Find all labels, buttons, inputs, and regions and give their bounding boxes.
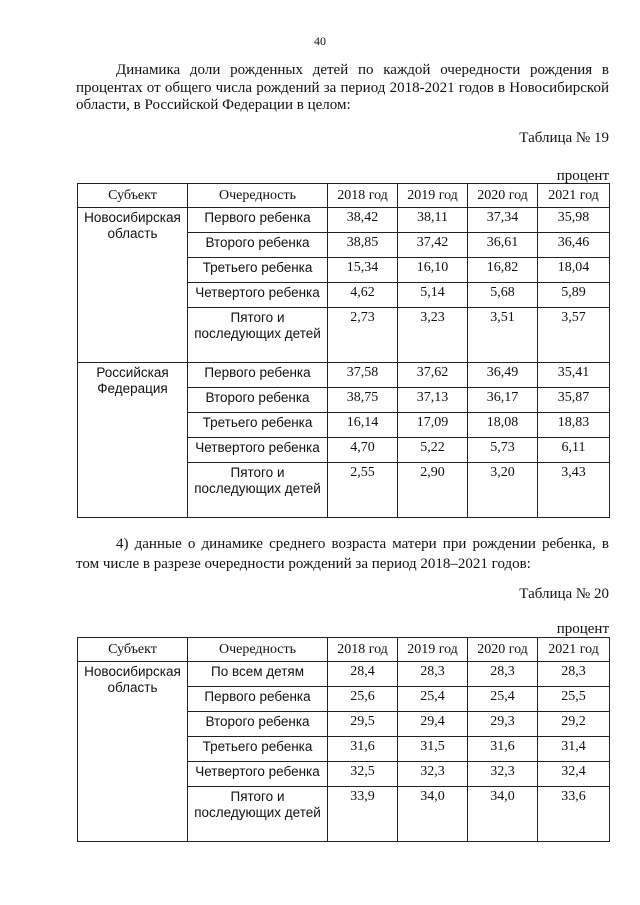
value-cell: 18,83 [538,413,610,438]
value-cell: 36,17 [468,388,538,413]
value-cell: 5,22 [398,438,468,463]
value-cell: 18,08 [468,413,538,438]
value-cell: 37,42 [398,233,468,258]
value-cell: 29,2 [538,712,610,737]
paragraph-4 [76,534,609,574]
value-cell: 35,41 [538,363,610,388]
value-cell: 18,04 [538,258,610,283]
value-cell: 38,11 [398,208,468,233]
paragraph-text: 4) данные о динамике среднего возраста матери при рождении ребенка, в том числе в разрезе очередности рождений за период 2018–2021 годов: [76,536,609,572]
order-cell: Третьего ребенка [188,413,328,438]
table20-label: Таблица № 20 [519,586,609,602]
header-2018: 2018 год [328,184,398,208]
order-cell: Второго ребенка [188,233,328,258]
header-subject: Субъект [78,638,188,662]
value-cell: 6,11 [538,438,610,463]
value-cell: 3,20 [468,463,538,518]
table-header-row [78,184,610,208]
value-cell: 33,9 [328,787,398,842]
value-cell: 15,34 [328,258,398,283]
value-cell: 3,57 [538,308,610,363]
value-cell: 4,62 [328,283,398,308]
subject-cell: Новосибирская область [78,208,188,363]
value-cell: 5,68 [468,283,538,308]
value-cell: 2,73 [328,308,398,363]
value-cell: 5,73 [468,438,538,463]
value-cell: 2,90 [398,463,468,518]
value-cell: 31,5 [398,737,468,762]
order-cell: Третьего ребенка [188,258,328,283]
header-2021: 2021 год [538,638,610,662]
header-order: Очередность [188,184,328,208]
order-cell: Пятого и последующих детей [188,463,328,518]
table-19 [77,183,610,518]
order-cell: Пятого и последующих детей [188,308,328,363]
value-cell: 36,49 [468,363,538,388]
header-2020: 2020 год [468,184,538,208]
value-cell: 38,75 [328,388,398,413]
section-heading [76,62,609,115]
order-cell: Третьего ребенка [188,737,328,762]
heading-text: Динамика доли рожденных детей по каждой очередности рождения в процентах от общего числа рождений за период 2018-2021 годов в Новосибирской области, в Российской Федерации в целом: [76,62,609,113]
value-cell: 16,82 [468,258,538,283]
value-cell: 25,4 [468,687,538,712]
value-cell: 32,5 [328,762,398,787]
header-order: Очередность [188,638,328,662]
value-cell: 25,5 [538,687,610,712]
header-2019: 2019 год [398,638,468,662]
header-subject: Субъект [78,184,188,208]
value-cell: 28,3 [468,662,538,687]
value-cell: 25,6 [328,687,398,712]
order-cell: Четвертого ребенка [188,438,328,463]
order-cell: Пятого и последующих детей [188,787,328,842]
value-cell: 28,3 [538,662,610,687]
table-row [78,363,610,388]
value-cell: 37,13 [398,388,468,413]
value-cell: 31,6 [328,737,398,762]
order-cell: Второго ребенка [188,712,328,737]
value-cell: 37,62 [398,363,468,388]
table19-label: Таблица № 19 [519,130,609,146]
value-cell: 34,0 [468,787,538,842]
order-cell: Первого ребенка [188,208,328,233]
value-cell: 29,3 [468,712,538,737]
value-cell: 4,70 [328,438,398,463]
order-cell: По всем детям [188,662,328,687]
header-2021: 2021 год [538,184,610,208]
order-cell: Четвертого ребенка [188,762,328,787]
value-cell: 3,43 [538,463,610,518]
table-20 [77,637,610,842]
value-cell: 25,4 [398,687,468,712]
value-cell: 28,4 [328,662,398,687]
header-2018: 2018 год [328,638,398,662]
header-2019: 2019 год [398,184,468,208]
value-cell: 3,23 [398,308,468,363]
value-cell: 28,3 [398,662,468,687]
table-row [78,208,610,233]
table19-unit: процент [556,168,609,184]
value-cell: 37,58 [328,363,398,388]
value-cell: 5,14 [398,283,468,308]
value-cell: 36,46 [538,233,610,258]
value-cell: 31,4 [538,737,610,762]
order-cell: Первого ребенка [188,363,328,388]
value-cell: 35,98 [538,208,610,233]
value-cell: 17,09 [398,413,468,438]
table-row [78,662,610,687]
value-cell: 16,10 [398,258,468,283]
subject-cell: Российская Федерация [78,363,188,518]
value-cell: 35,87 [538,388,610,413]
value-cell: 33,6 [538,787,610,842]
value-cell: 38,85 [328,233,398,258]
value-cell: 34,0 [398,787,468,842]
order-cell: Первого ребенка [188,687,328,712]
value-cell: 32,3 [398,762,468,787]
value-cell: 16,14 [328,413,398,438]
value-cell: 37,34 [468,208,538,233]
value-cell: 38,42 [328,208,398,233]
order-cell: Четвертого ребенка [188,283,328,308]
page-number: 40 [314,34,326,48]
value-cell: 32,4 [538,762,610,787]
value-cell: 29,4 [398,712,468,737]
value-cell: 36,61 [468,233,538,258]
table-header-row [78,638,610,662]
value-cell: 32,3 [468,762,538,787]
table20-unit: процент [556,621,609,637]
value-cell: 2,55 [328,463,398,518]
value-cell: 3,51 [468,308,538,363]
value-cell: 29,5 [328,712,398,737]
value-cell: 5,89 [538,283,610,308]
header-2020: 2020 год [468,638,538,662]
order-cell: Второго ребенка [188,388,328,413]
subject-cell: Новосибирская область [78,662,188,842]
value-cell: 31,6 [468,737,538,762]
